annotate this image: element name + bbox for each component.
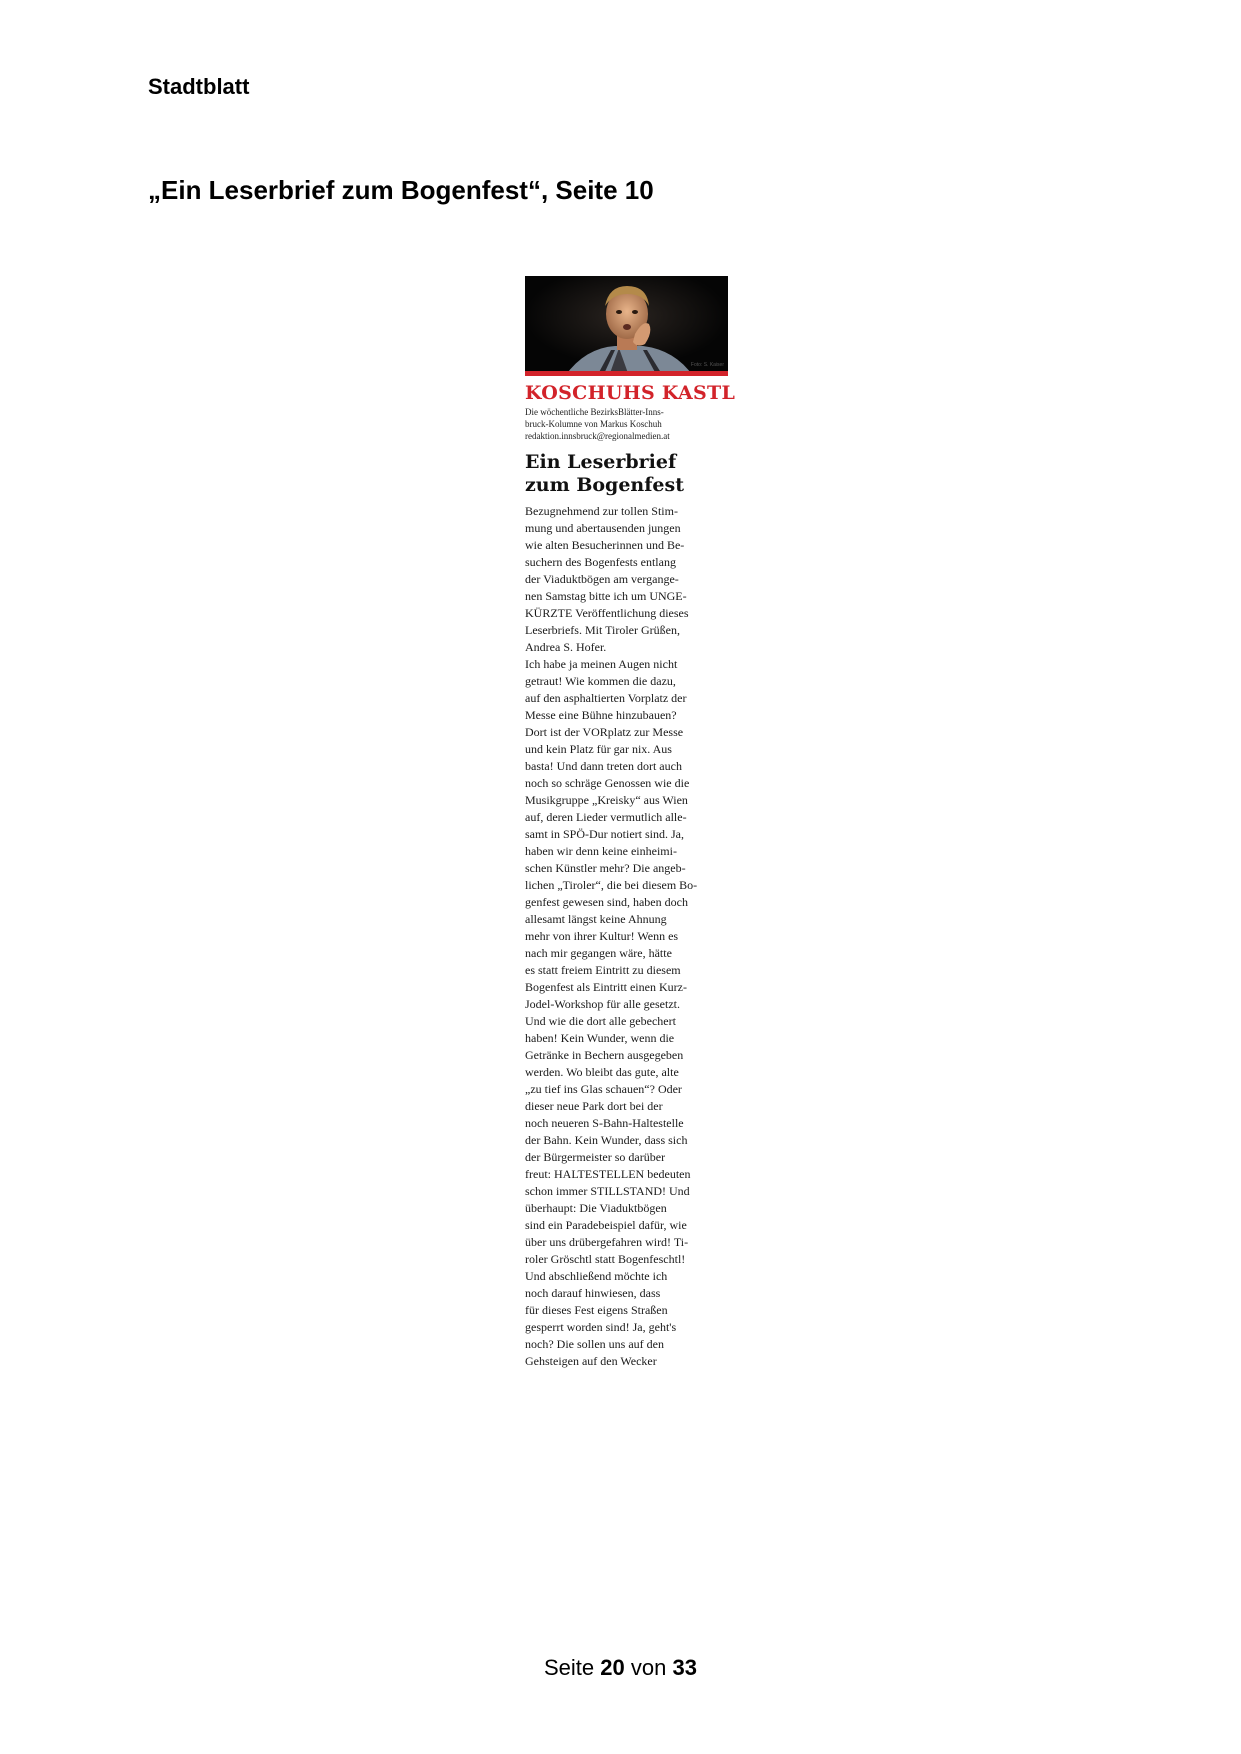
body-line: überhaupt: Die Viaduktbögen — [525, 1201, 667, 1215]
body-line: der Viaduktbögen am vergange- — [525, 572, 679, 586]
author-portrait-image — [525, 276, 728, 376]
article-body — [525, 503, 728, 1370]
headline-line: Ein Leserbrief — [525, 451, 677, 473]
footer-prefix: Seite — [544, 1655, 595, 1680]
body-line: gesperrt worden sind! Ja, geht's — [525, 1320, 677, 1334]
body-line: haben wir denn keine einheimi- — [525, 844, 677, 858]
body-line: Gehsteigen auf den Wecker — [525, 1354, 657, 1368]
body-line: noch so schräge Genossen wie die — [525, 776, 690, 790]
body-line: auf den asphaltierten Vorplatz der — [525, 691, 687, 705]
photo-credit: Foto: S. Kaiser — [690, 362, 724, 368]
body-line: mehr von ihrer Kultur! Wenn es — [525, 929, 679, 943]
body-line: nen Samstag bitte ich um UNGE- — [525, 589, 687, 603]
column-kicker: KOSCHUHS KASTL — [525, 382, 736, 404]
body-line: sind ein Paradebeispiel dafür, wie — [525, 1218, 687, 1232]
body-line: getraut! Wie kommen die dazu, — [525, 674, 676, 688]
body-line: es statt freiem Eintritt zu diesem — [525, 963, 681, 977]
body-line: über uns drübergefahren wird! Ti- — [525, 1235, 689, 1249]
body-line: Jodel-Workshop für alle gesetzt. — [525, 997, 680, 1011]
body-line: genfest gewesen sind, haben doch — [525, 895, 688, 909]
body-line: Andrea S. Hofer. — [525, 640, 607, 654]
body-line: KÜRZTE Veröffentlichung dieses — [525, 606, 689, 620]
body-line: noch darauf hinwiesen, dass — [525, 1286, 661, 1300]
body-line: „zu tief ins Glas schauen“? Oder — [525, 1082, 682, 1096]
body-line: schen Künstler mehr? Die angeb- — [525, 861, 686, 875]
body-line: samt in SPÖ-Dur notiert sind. Ja, — [525, 827, 684, 841]
body-line: lichen „Tiroler“, die bei diesem Bo- — [525, 878, 698, 892]
body-line: Und abschließend möchte ich — [525, 1269, 668, 1283]
body-line: Getränke in Bechern ausgegeben — [525, 1048, 684, 1062]
body-line: Messe eine Bühne hinzubauen? — [525, 708, 677, 722]
publication-name: Stadtblatt — [148, 74, 250, 99]
body-line: Dort ist der VORplatz zur Messe — [525, 725, 684, 739]
body-line: Musikgruppe „Kreisky“ aus Wien — [525, 793, 688, 807]
column-subline — [525, 406, 728, 442]
photo-accent-line — [525, 371, 728, 376]
body-line: Und wie die dort alle gebechert — [525, 1014, 676, 1028]
document-title: „Ein Leserbrief zum Bogenfest“, Seite 10 — [148, 175, 654, 205]
article-headline — [525, 451, 728, 497]
body-line: roler Gröschtl statt Bogenfeschtl! — [525, 1252, 686, 1266]
body-line: und kein Platz für gar nix. Aus — [525, 742, 672, 756]
author-photo — [525, 276, 728, 376]
body-line: haben! Kein Wunder, wenn die — [525, 1031, 675, 1045]
body-line: der Bahn. Kein Wunder, dass sich — [525, 1133, 688, 1147]
body-line: schon immer STILLSTAND! Und — [525, 1184, 690, 1198]
subline-line: bruck-Kolumne von Markus Koschuh — [525, 419, 662, 429]
body-line: freut: HALTESTELLEN bedeuten — [525, 1167, 691, 1181]
body-line: Bezugnehmend zur tollen Stim- — [525, 504, 678, 518]
body-line: Leserbriefs. Mit Tiroler Grüßen, — [525, 623, 680, 637]
body-line: werden. Wo bleibt das gute, alte — [525, 1065, 679, 1079]
body-line: mung und abertausenden jungen — [525, 521, 681, 535]
body-line: noch? Die sollen uns auf den — [525, 1337, 664, 1351]
subline-line: Die wöchentliche BezirksBlätter-Inns- — [525, 407, 664, 417]
newspaper-clipping — [525, 276, 736, 1370]
current-page-number: 20 — [600, 1655, 625, 1680]
headline-line: zum Bogenfest — [525, 474, 684, 496]
body-line: auf, deren Lieder vermutlich alle- — [525, 810, 687, 824]
body-line: Ich habe ja meinen Augen nicht — [525, 657, 678, 671]
page-footer — [0, 1655, 1241, 1681]
body-line: dieser neue Park dort bei der — [525, 1099, 663, 1113]
body-line: der Bürgermeister so darüber — [525, 1150, 666, 1164]
body-line: für dieses Fest eigens Straßen — [525, 1303, 668, 1317]
body-line: wie alten Besucherinnen und Be- — [525, 538, 685, 552]
footer-middle: von — [630, 1655, 667, 1680]
body-line: Bogenfest als Eintritt einen Kurz- — [525, 980, 687, 994]
body-line: allesamt längst keine Ahnung — [525, 912, 667, 926]
body-line: nach mir gegangen wäre, hätte — [525, 946, 672, 960]
body-line: basta! Und dann treten dort auch — [525, 759, 682, 773]
total-page-count: 33 — [672, 1655, 697, 1680]
body-line: suchern des Bogenfests entlang — [525, 555, 676, 569]
body-line: noch neueren S-Bahn-Haltestelle — [525, 1116, 684, 1130]
subline-email: redaktion.innsbruck@regionalmedien.at — [525, 431, 670, 441]
